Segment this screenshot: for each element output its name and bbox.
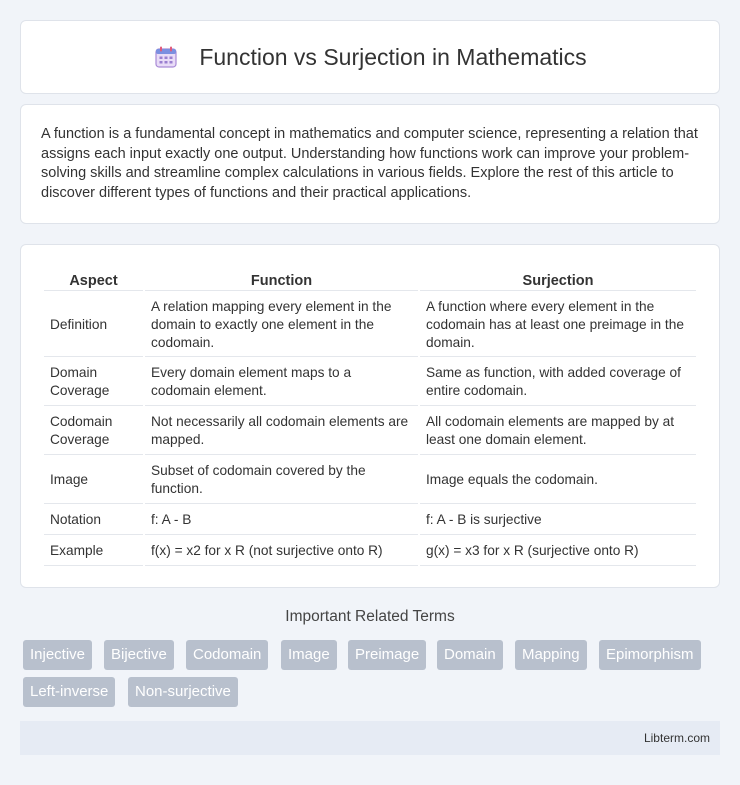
table-row <box>44 537 696 566</box>
cell-function: A relation mapping every element in the domain to exactly one element in the codomain. <box>145 293 418 357</box>
intro-text: A function is a fundamental concept in mathematics and computer science, representing a relation that assigns each input exactly one output. Understanding how functions work can improve your problem-solving skills and streamline complex calculations in various fields. Explore the rest of this article to discover different types of functions and their practical applications. <box>41 126 698 201</box>
table-row <box>44 457 696 504</box>
tag-mapping[interactable]: Mapping <box>515 640 587 670</box>
footer <box>20 721 720 755</box>
table-header-row <box>44 269 696 291</box>
tag-domain[interactable]: Domain <box>437 640 503 670</box>
tag-injective[interactable]: Injective <box>23 640 92 670</box>
column-header-function: Function <box>145 269 418 291</box>
table-row <box>44 506 696 535</box>
comparison-table <box>42 267 698 568</box>
tag-non-surjective[interactable]: Non-surjective <box>128 677 238 707</box>
cell-aspect: Image <box>44 457 143 504</box>
cell-surjection: Image equals the codomain. <box>420 457 696 504</box>
cell-aspect: Notation <box>44 506 143 535</box>
cell-function: Subset of codomain covered by the function. <box>145 457 418 504</box>
table-row <box>44 408 696 455</box>
comparison-table-card <box>20 244 720 588</box>
column-header-aspect: Aspect <box>44 269 143 291</box>
cell-surjection: Same as function, with added coverage of entire codomain. <box>420 359 696 406</box>
tag-left-inverse[interactable]: Left-inverse <box>23 677 115 707</box>
cell-function: Every domain element maps to a codomain element. <box>145 359 418 406</box>
footer-site-link[interactable]: Libterm.com <box>643 731 710 745</box>
cell-surjection: A function where every element in the codomain has at least one preimage in the domain. <box>420 293 696 357</box>
cell-function: f(x) = x2 for x R (not surjective onto R) <box>145 537 418 566</box>
cell-function: f: A - B <box>145 506 418 535</box>
cell-surjection: All codomain elements are mapped by at least one domain element. <box>420 408 696 455</box>
tag-bijective[interactable]: Bijective <box>104 640 174 670</box>
cell-function: Not necessarily all codomain elements are mapped. <box>145 408 418 455</box>
cell-aspect: Codomain Coverage <box>44 408 143 455</box>
table-row <box>44 293 696 357</box>
page-title: Function vs Surjection in Mathematics <box>199 43 587 70</box>
table-row <box>44 359 696 406</box>
tag-epimorphism[interactable]: Epimorphism <box>599 640 701 670</box>
cell-aspect: Example <box>44 537 143 566</box>
cell-aspect: Definition <box>44 293 143 357</box>
cell-aspect: Domain Coverage <box>44 359 143 406</box>
tag-preimage[interactable]: Preimage <box>348 640 426 670</box>
cell-surjection: g(x) = x3 for x R (surjective onto R) <box>420 537 696 566</box>
page-header <box>20 20 720 94</box>
calendar-icon <box>153 44 179 70</box>
tag-codomain[interactable]: Codomain <box>186 640 268 670</box>
tag-image[interactable]: Image <box>281 640 337 670</box>
column-header-surjection: Surjection <box>420 269 696 291</box>
cell-surjection: f: A - B is surjective <box>420 506 696 535</box>
intro-card <box>20 104 720 224</box>
related-terms-title: Important Related Terms <box>285 608 455 625</box>
